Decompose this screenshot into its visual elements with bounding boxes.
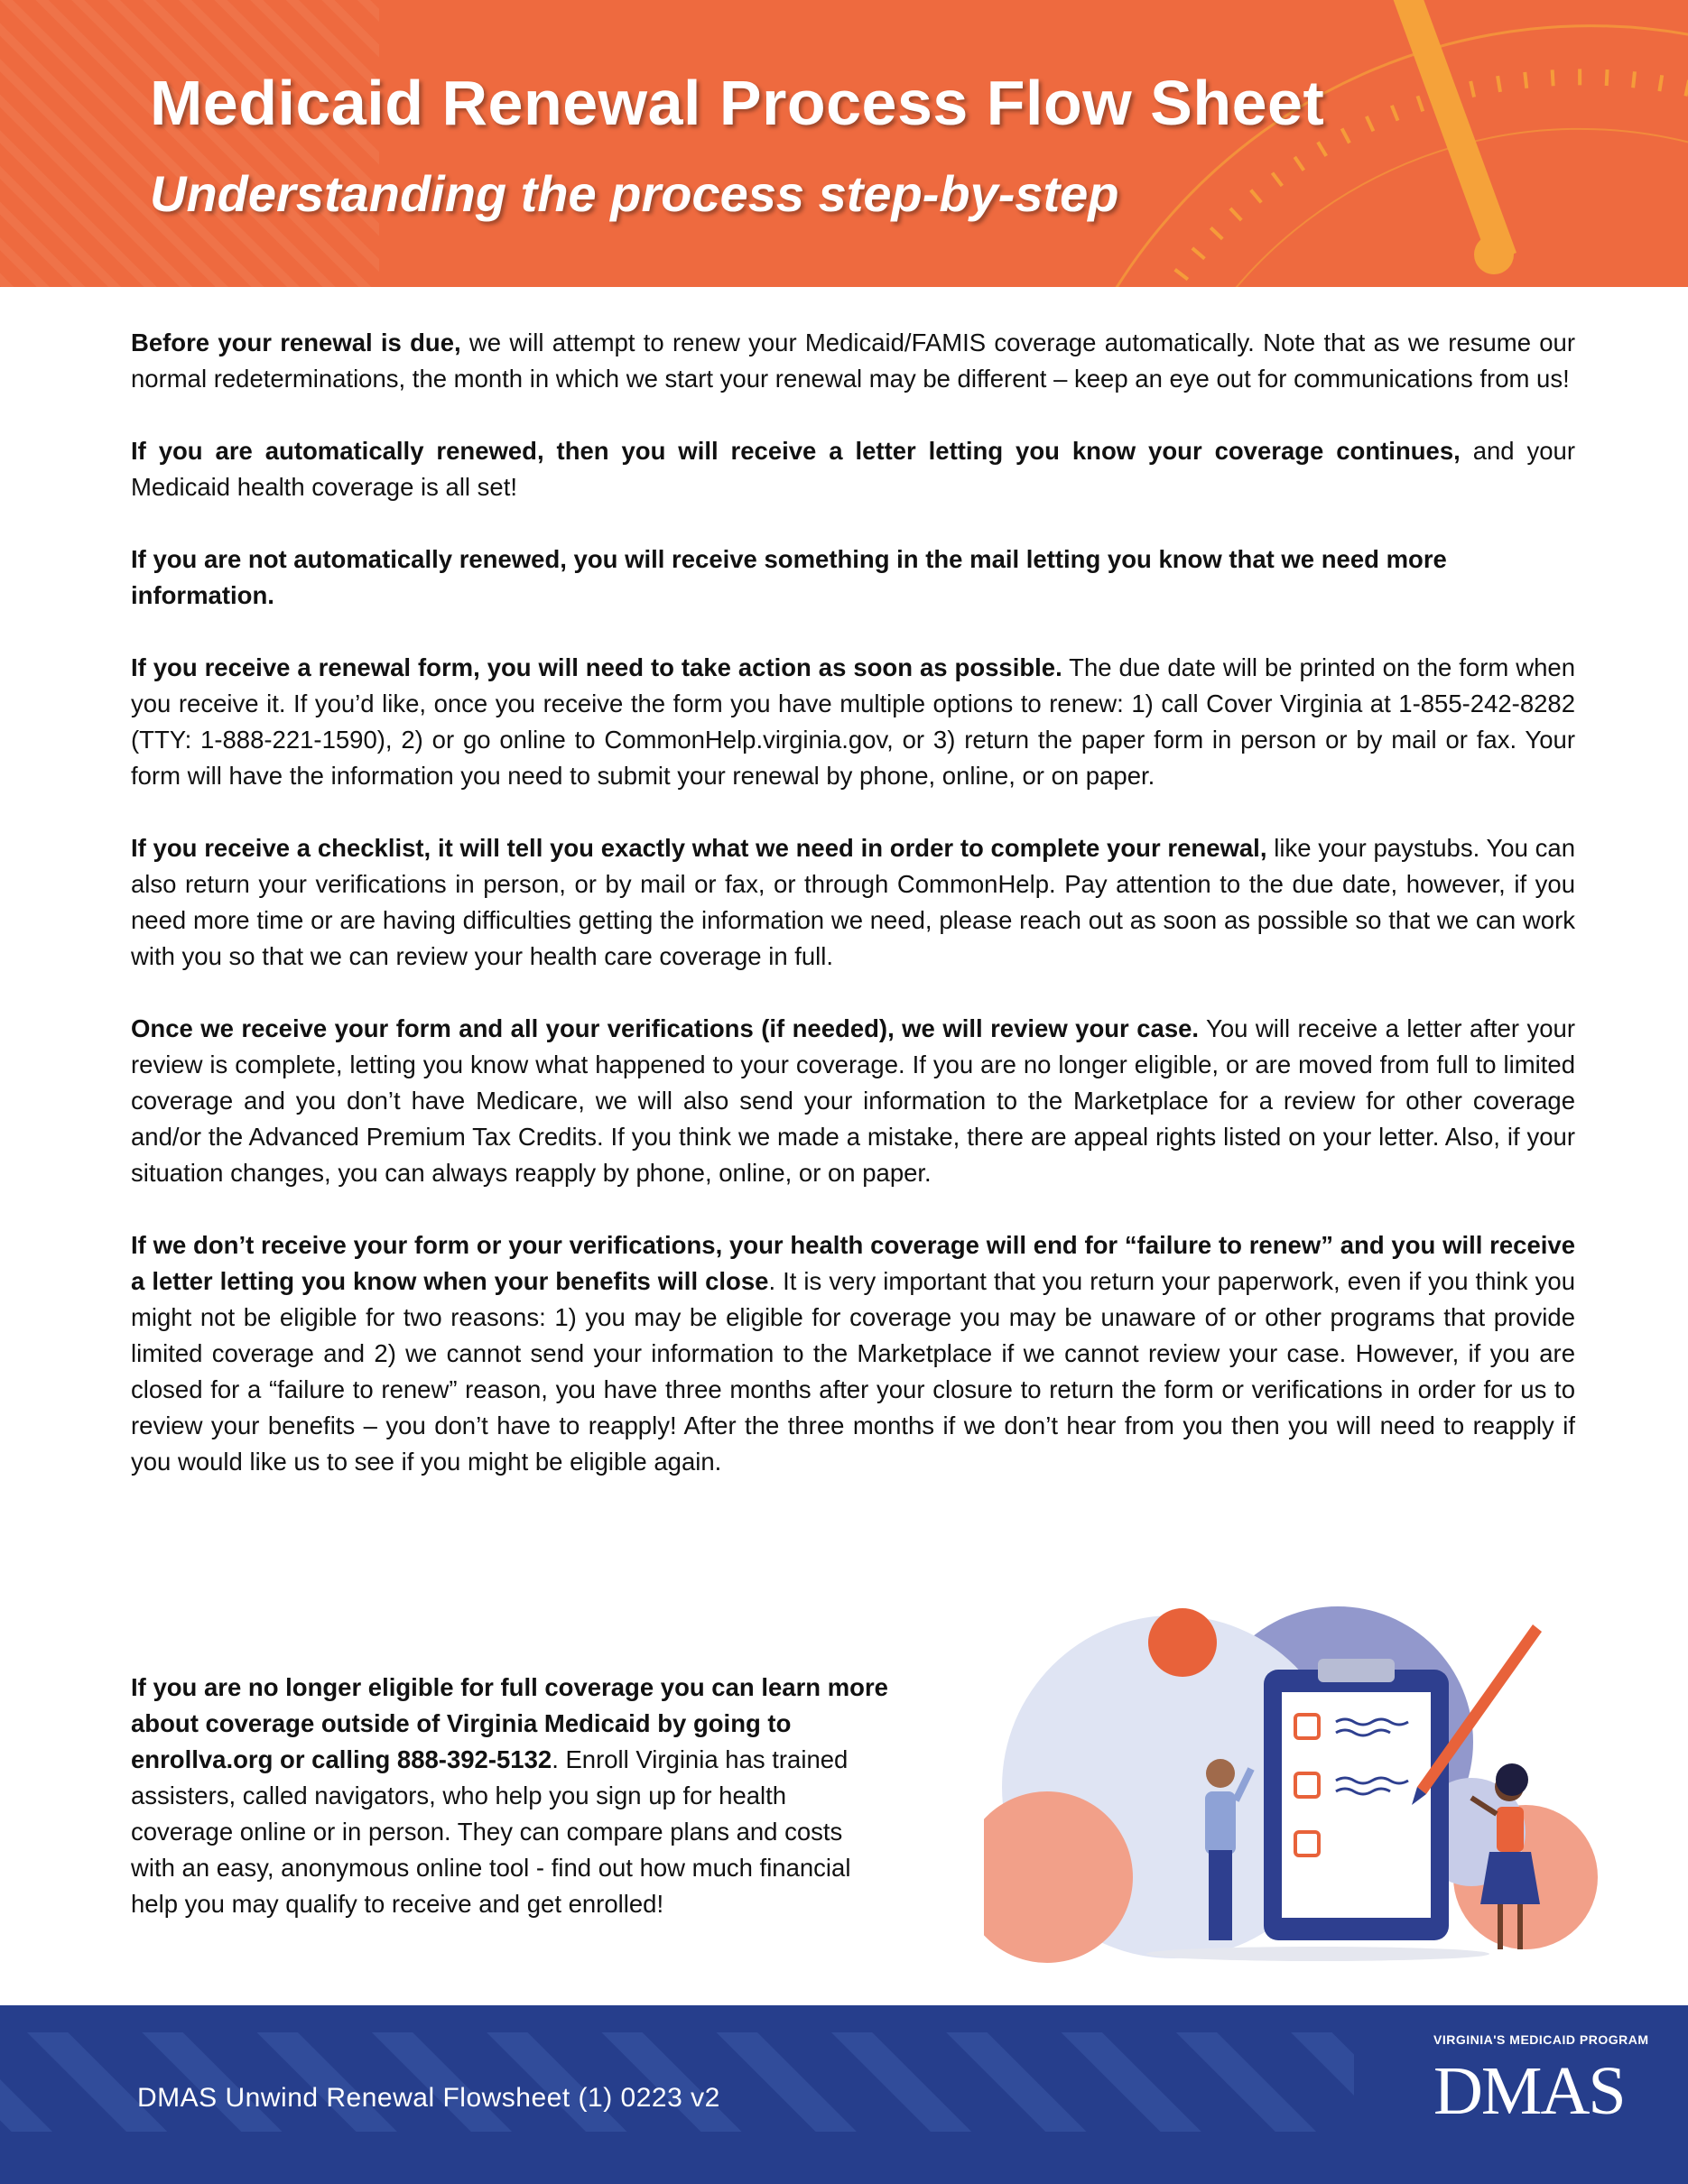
page-title: Medicaid Renewal Process Flow Sheet	[150, 68, 1325, 138]
body-text	[131, 325, 1575, 1516]
paragraph-lead: If you receive a renewal form, you will need to take action as soon as possible.	[131, 653, 1062, 681]
paragraph-checklist	[131, 830, 1575, 975]
header-stripes-decoration	[0, 0, 1688, 287]
clipboard-checklist-illustration	[984, 1606, 1598, 1985]
paragraph-lead: If we don’t receive your form or your verifications, your health coverage will end for “failure to renew” and you will receive a letter letting you know when your benefits will close	[131, 1231, 1575, 1295]
header-banner	[0, 0, 1688, 287]
paragraph-renewal-due	[131, 325, 1575, 397]
paragraph-not-auto-renewed	[131, 541, 1575, 614]
paragraph-lead: Before your renewal is due,	[131, 329, 461, 356]
dmas-logo: DMAS	[1433, 2053, 1625, 2129]
paragraph-body: like your paystubs. You can also return your verifications in person, or by mail or fax, or through CommonHelp. Pay attention to the due date, however, if you need more time or are having difficulties getting the information we need, please reach out as soon as possible so that we can work with you so that we can review your health care coverage in full.	[131, 834, 1576, 970]
paragraph-body: . It is very important that you return your paperwork, even if you think you might not be eligible for two reasons: 1) you may be eligible for coverage you may be unaware of or other programs that provide limited coverage and 2) we cannot send your information to the Marketplace if we cannot review your case. However, if you are closed for a “failure to renew” reason, you have three months after your closure to return the form or verifications in order for us to review your benefits – you don’t have to reapply! After the three months if we don’t hear from you then you will need to reapply if you would like us to see if you might be eligible again.	[131, 1267, 1575, 1476]
paragraph-lead: If you are automatically renewed, then you will receive a letter letting you know your coverage continues,	[131, 437, 1461, 465]
paragraph-lead: Once we receive your form and all your verifications (if needed), we will review your case.	[131, 1014, 1200, 1042]
paragraph-body: The due date will be printed on the form when you receive it. If you’d like, once you receive the form you have multiple options to renew: 1) call Cover Virginia at 1-855-242-8282 (TTY: 1-888-221-1590), 2) or go online to CommonHelp.virginia.gov, or 3) return the paper form in person or by mail or fax. Your form will have the information you need to submit your renewal by phone, online, or on paper.	[131, 653, 1575, 790]
page-subtitle: Understanding the process step-by-step	[150, 165, 1119, 222]
paragraph-body: . Enroll Virginia has trained assisters, called navigators, who help you sign up for health coverage online or in person. They can compare plans and costs with an easy, anonymous online tool - find out how much financial help you may qualify to receive and get enrolled!	[131, 1745, 851, 1918]
paragraph-failure-to-renew	[131, 1227, 1575, 1480]
paragraph-lead: If you receive a checklist, it will tell you exactly what we need in order to complete your renewal,	[131, 834, 1267, 862]
paragraph-no-longer-eligible	[131, 1670, 889, 1922]
paragraph-body: You will receive a letter after your review is complete, letting you know what happened to your coverage. If you are no longer eligible, or are moved from full to limited coverage and you don’t have Medicare, we will also send your information to the Marketplace for a review for other coverage and/or the Advanced Premium Tax Credits. If you think we made a mistake, there are appeal rights listed on your letter. Also, if your situation changes, you can always reapply by phone, online, or on paper.	[131, 1014, 1575, 1187]
paragraph-auto-renewed	[131, 433, 1575, 505]
paragraph-review-case	[131, 1011, 1575, 1191]
paragraph-lead: If you are not automatically renewed, you will receive something in the mail letting you know that we need more information.	[131, 545, 1447, 609]
paragraph-body: we will attempt to renew your Medicaid/FAMIS coverage automatically. Note that as we resume our normal redeterminations, the month in which we start your renewal may be different – keep an eye out for communications from us!	[131, 329, 1576, 393]
program-label: VIRGINIA'S MEDICAID PROGRAM	[1433, 2032, 1649, 2047]
paragraph-body: and your Medicaid health coverage is all set!	[131, 437, 1575, 501]
document-id: DMAS Unwind Renewal Flowsheet (1) 0223 v2	[137, 2083, 720, 2113]
footer-banner	[0, 2005, 1688, 2184]
paragraph-renewal-form	[131, 650, 1575, 794]
paragraph-lead: If you are no longer eligible for full coverage you can learn more about coverage outside of Virginia Medicaid by going to enrollva.org or calling 888-392-5132	[131, 1673, 888, 1773]
